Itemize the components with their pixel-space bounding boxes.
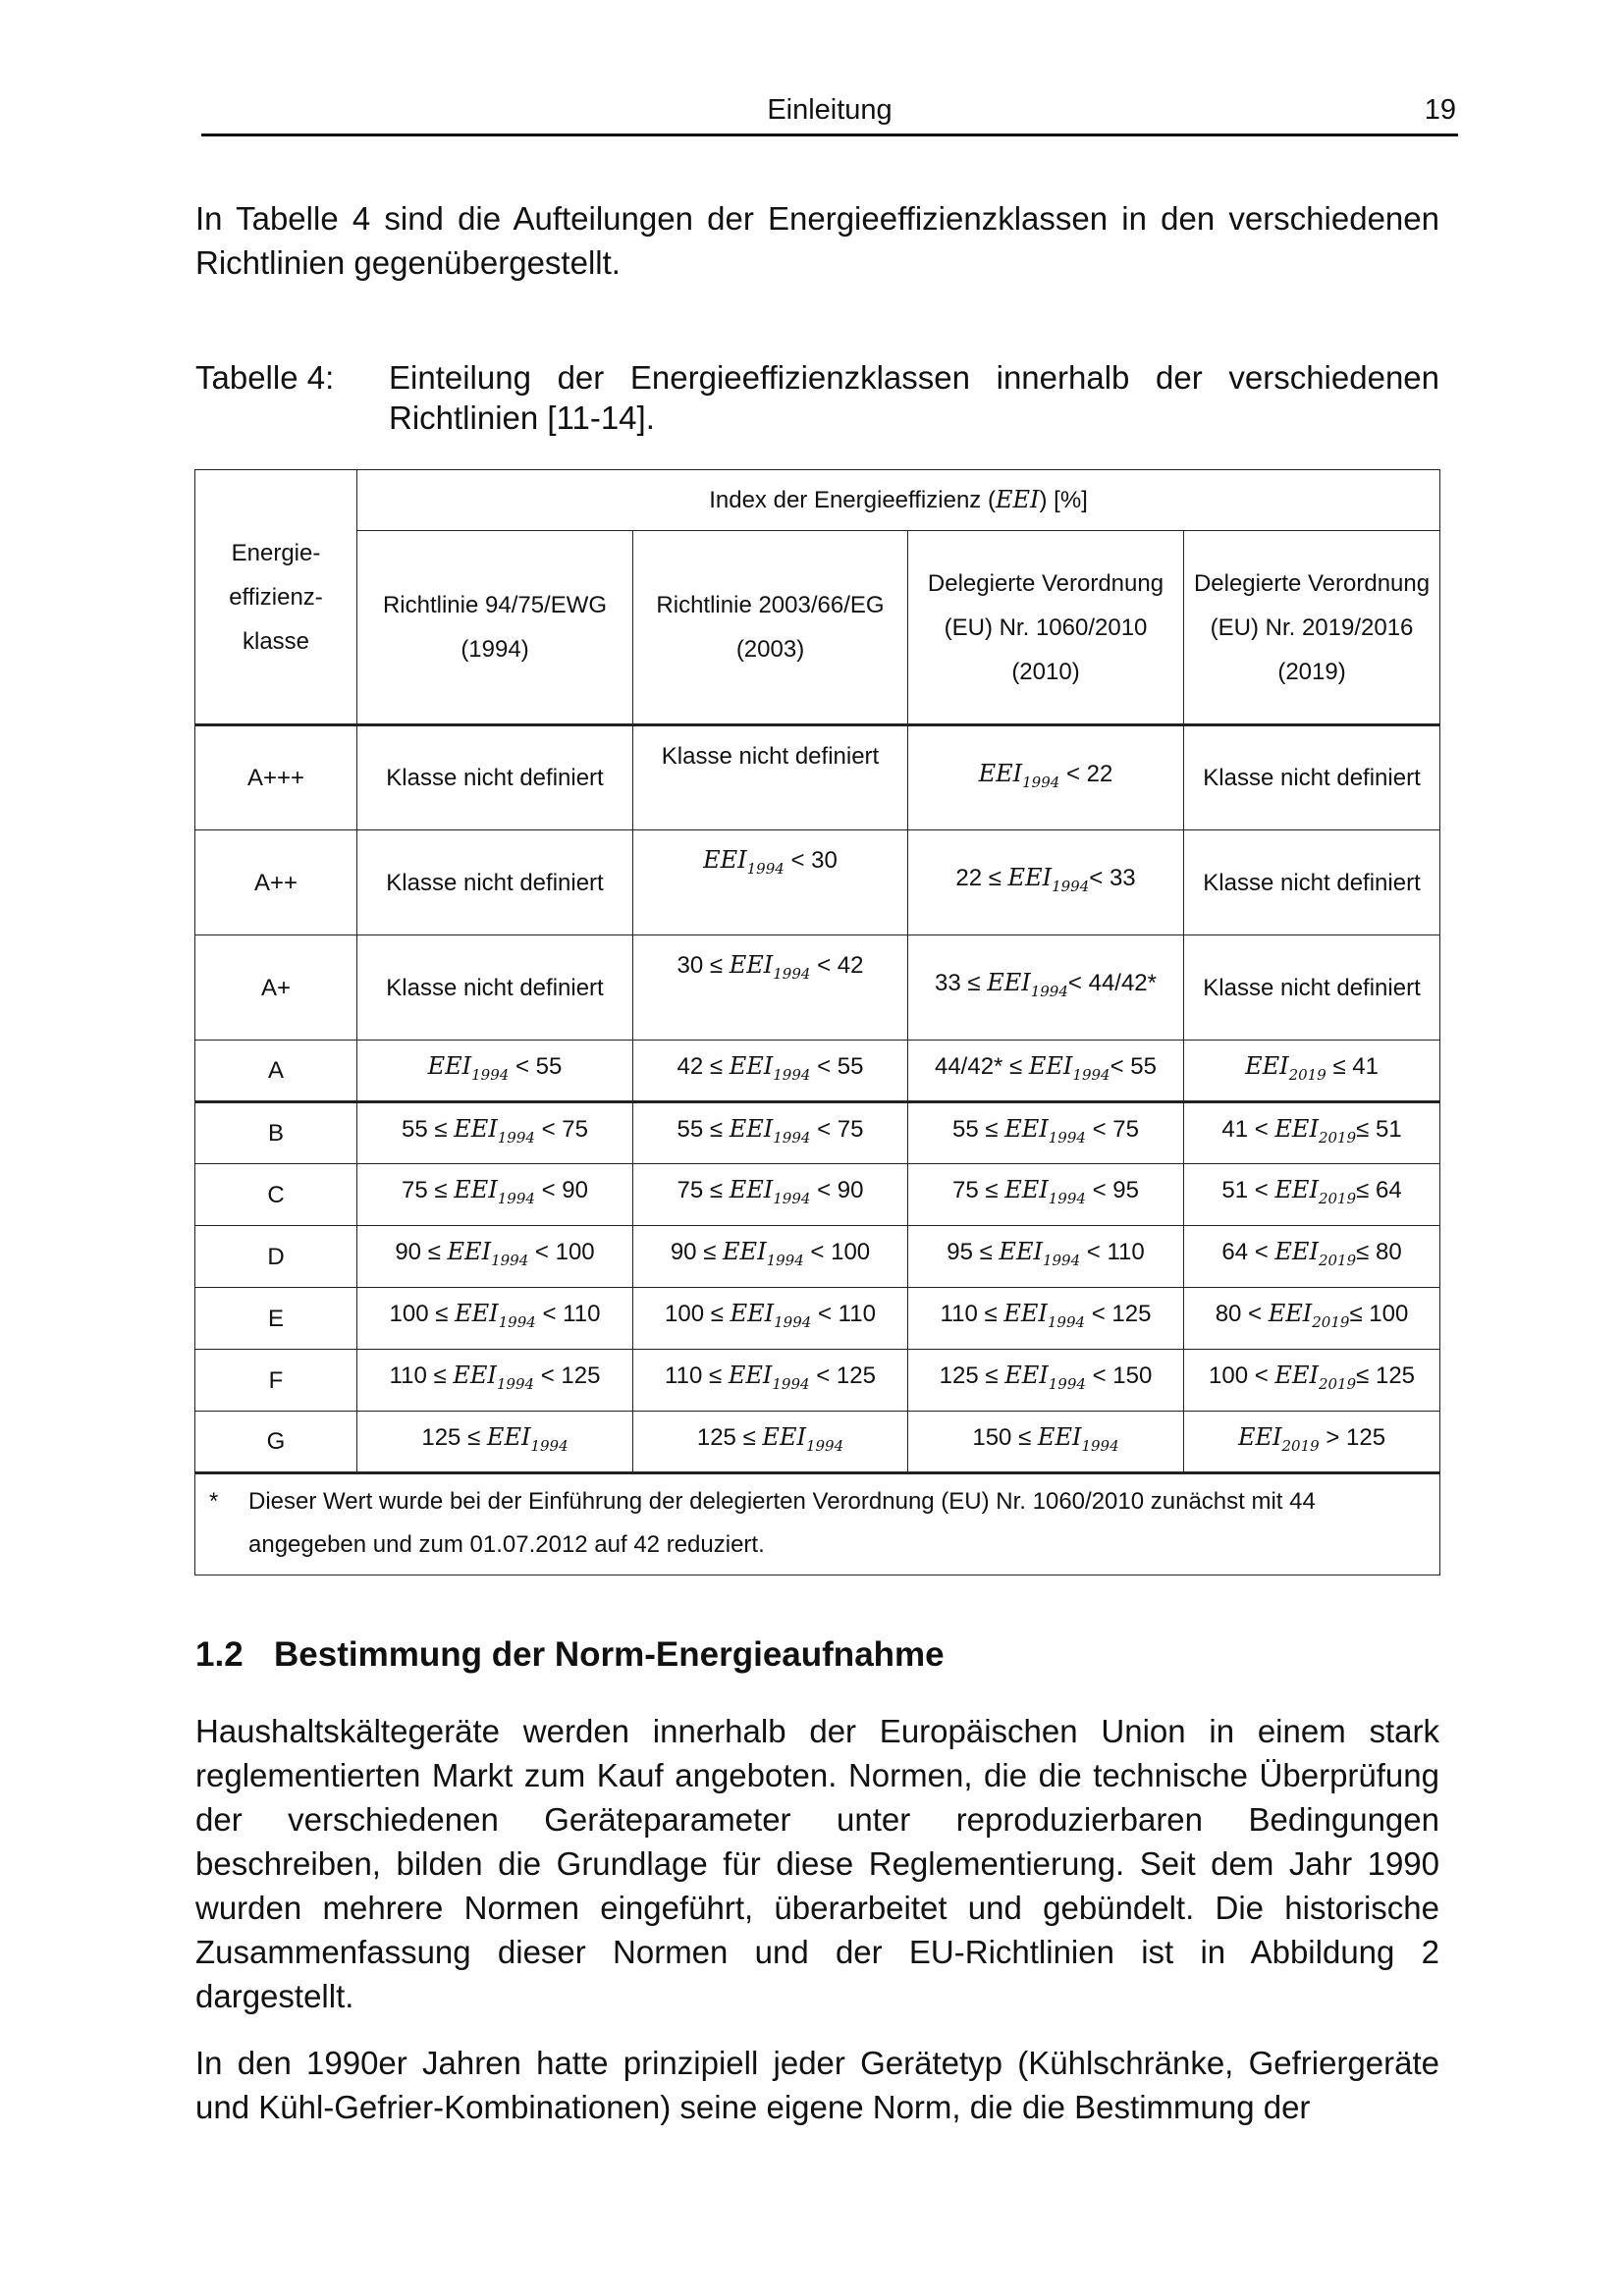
efficiency-class-table (194, 469, 1440, 1575)
footnote-mark: * (209, 1488, 219, 1515)
column-header: Richtlinie 2003/66/EG (2003) (633, 531, 908, 725)
eei-range-cell: Klasse nicht definiert (357, 725, 633, 830)
eei-range-cell: $44/42* \le EEI_{1994}< 55$ (908, 1041, 1184, 1102)
eei-range-cell: Klasse nicht definiert (633, 725, 908, 830)
eei-range-cell: $110 \le EEI_{1994} < 125$ (908, 1288, 1184, 1350)
table-row (195, 1226, 1440, 1288)
footnote-line-2: angegeben und zum 01.07.2012 auf 42 reduziert. (248, 1531, 765, 1558)
running-header-title: Einleitung (767, 94, 893, 126)
body-paragraph-1: Haushaltskältegeräte werden innerhalb der Europäischen Union in einem stark reglementierten Markt zum Kauf angeboten. Normen, die die technische Überprüfung der verschiedenen Geräteparameter unter reproduzierbaren Bedingungen beschreiben, bilden die Grundlage für diese Reglementierung. Seit dem Jahr 1990 wurden mehrere Normen eingeführt, überarbeitet und gebündelt. Die historische Zusammenfassung dieser Normen und der EU-Richtlinien ist in Abbildung 2 dargestellt. (195, 1713, 1439, 2014)
body-paragraph-2: In den 1990er Jahren hatte prinzipiell jeder Gerätetyp (Kühlschränke, Gefriergeräte und Kühl-Gefrier-Kombinationen) seine eigene Norm, die die Bestimmung der (195, 2045, 1439, 2125)
table-row (195, 1164, 1440, 1226)
eei-range-cell: $125 \le EEI_{1994}$ (633, 1412, 908, 1473)
row-header-cell (195, 470, 357, 725)
eei-range-cell: $EEI_{2019} \le 41$ (1184, 1041, 1440, 1102)
eei-range-cell: $125 \le EEI_{1994}$ (357, 1412, 633, 1473)
page-number: 19 (1424, 94, 1456, 126)
section-title: Bestimmung der Norm-Energieaufnahme (274, 1635, 945, 1674)
footnote-line-1: Dieser Wert wurde bei der Einführung der delegierten Verordnung (EU) Nr. 1060/2010 zunächst mit 44 (248, 1488, 1316, 1515)
table-footnote (195, 1473, 1440, 1575)
eei-range-cell: $64 < EEI_{2019}\le 80$ (1184, 1226, 1440, 1288)
eei-range-cell: $EEI_{1994} < 22$ (908, 725, 1184, 830)
table-row (195, 1102, 1440, 1164)
page-header (201, 94, 1458, 136)
table-row (195, 725, 1440, 830)
index-header-cell: Index der Energieeffizienz (EEI) [%] (357, 470, 1440, 531)
eei-range-cell: Klasse nicht definiert (1184, 830, 1440, 935)
section-heading (195, 1635, 945, 1675)
column-header: Richtlinie 94/75/EWG (1994) (357, 531, 633, 725)
class-cell: F (195, 1350, 357, 1412)
section-number: 1.2 (195, 1635, 244, 1674)
column-header: Delegierte Verordnung (EU) Nr. 2019/2016 (2019) (1184, 531, 1440, 725)
eei-range-cell: $55 \le EEI_{1994} < 75$ (633, 1102, 908, 1164)
table-row (195, 1350, 1440, 1412)
class-cell: A+ (195, 935, 357, 1041)
class-cell: C (195, 1164, 357, 1226)
eei-range-cell: $90 \le EEI_{1994} < 100$ (633, 1226, 908, 1288)
class-cell: A (195, 1041, 357, 1102)
eei-range-cell: $125 \le EEI_{1994} < 150$ (908, 1350, 1184, 1412)
eei-range-cell: $33 \le EEI_{1994}< 44/42*$ (908, 935, 1184, 1041)
eei-range-cell: $75 \le EEI_{1994} < 90$ (633, 1164, 908, 1226)
eei-range-cell: $80 < EEI_{2019}\le 100$ (1184, 1288, 1440, 1350)
table-caption-label: Tabelle 4: (195, 359, 335, 396)
class-cell: G (195, 1412, 357, 1473)
table-row (195, 935, 1440, 1041)
eei-range-cell: Klasse nicht definiert (357, 830, 633, 935)
class-cell: B (195, 1102, 357, 1164)
eei-range-cell: $30 \le EEI_{1994} < 42$ (633, 935, 908, 1041)
eei-range-cell: Klasse nicht definiert (1184, 725, 1440, 830)
eei-range-cell: $95 \le EEI_{1994} < 110$ (908, 1226, 1184, 1288)
eei-range-cell: $150 \le EEI_{1994}$ (908, 1412, 1184, 1473)
eei-range-cell: $75 \le EEI_{1994} < 90$ (357, 1164, 633, 1226)
eei-range-cell: $42 \le EEI_{1994} < 55$ (633, 1041, 908, 1102)
eei-range-cell: $22 \le EEI_{1994}< 33$ (908, 830, 1184, 935)
row-header-label: Energie-effizienz-klasse (229, 539, 323, 655)
table-body (195, 725, 1440, 1473)
eei-range-cell: $EEI_{1994} < 55$ (357, 1041, 633, 1102)
eei-range-cell: $100 \le EEI_{1994} < 110$ (633, 1288, 908, 1350)
eei-range-cell: $75 \le EEI_{1994} < 95$ (908, 1164, 1184, 1226)
intro-paragraph: In Tabelle 4 sind die Aufteilungen der Energieeffizienzklassen in den verschiedenen Richtlinien gegenübergestellt. (195, 200, 1439, 281)
eei-range-cell: $100 < EEI_{2019}\le 125$ (1184, 1350, 1440, 1412)
table-caption-text: Einteilung der Energieeffizienzklassen innerhalb der verschiedenen Richtlinien [11-14]. (389, 359, 1439, 436)
eei-range-cell: $41 < EEI_{2019}\le 51$ (1184, 1102, 1440, 1164)
eei-range-cell: Klasse nicht definiert (1184, 935, 1440, 1041)
eei-range-cell: $100 \le EEI_{1994} < 110$ (357, 1288, 633, 1350)
table-row (195, 1041, 1440, 1102)
table-row (195, 1288, 1440, 1350)
class-cell: A++ (195, 830, 357, 935)
eei-range-cell: $EEI_{2019} > 125$ (1184, 1412, 1440, 1473)
class-cell: E (195, 1288, 357, 1350)
class-cell: A+++ (195, 725, 357, 830)
eei-range-cell: $55 \le EEI_{1994} < 75$ (908, 1102, 1184, 1164)
eei-range-cell: $110 \le EEI_{1994} < 125$ (357, 1350, 633, 1412)
eei-range-cell: $90 \le EEI_{1994} < 100$ (357, 1226, 633, 1288)
class-cell: D (195, 1226, 357, 1288)
table-row (195, 830, 1440, 935)
eei-range-cell: $110 \le EEI_{1994} < 125$ (633, 1350, 908, 1412)
table-row (195, 1412, 1440, 1473)
eei-range-cell: Klasse nicht definiert (357, 935, 633, 1041)
column-header: Delegierte Verordnung (EU) Nr. 1060/2010 (2010) (908, 531, 1184, 725)
eei-range-cell: $51 < EEI_{2019}\le 64$ (1184, 1164, 1440, 1226)
eei-range-cell: $EEI_{1994} < 30$ (633, 830, 908, 935)
eei-range-cell: $55 \le EEI_{1994} < 75$ (357, 1102, 633, 1164)
